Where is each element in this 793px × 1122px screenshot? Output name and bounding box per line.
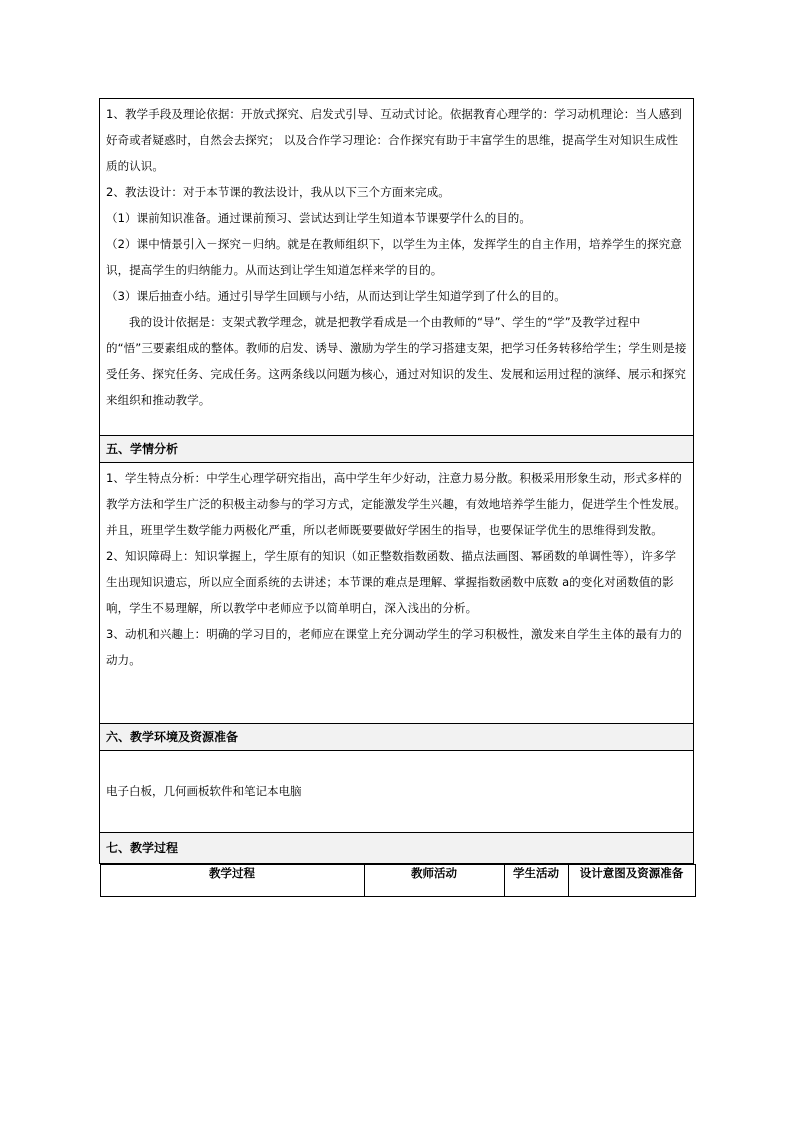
paragraph: （2）课中情景引入－探究－归纳。就是在教师组织下，以学生为主体，发挥学生的自主作用，培养学生的探究意识，提高学生的归纳能力。从而达到让学生知道怎样来学的目的。 [106, 237, 682, 277]
column-header: 设计意图及资源准备 [568, 865, 695, 897]
section5-content-row [100, 463, 694, 724]
section-title: 六、教学环境及资源准备 [106, 730, 239, 744]
paragraph: 2、教法设计：对于本节课的教法设计，我从以下三个方面来完成。 [106, 185, 450, 199]
section6-content: 电子白板，几何画板软件和笔记本电脑 [106, 784, 302, 798]
column-header: 教师活动 [364, 865, 504, 897]
section6-content-row [100, 751, 694, 833]
column-header: 学生活动 [504, 865, 568, 897]
paragraph: 1、教学手段及理论依据：开放式探究、启发式引导、互动式讨论。依据教育心理学的：学习动机理论：当人感到好奇或者疑惑时，自然会去探究； 以及合作学习理论：合作探究有助于丰富学生的思维，提高学生对知识生成性质的认识。 [106, 107, 682, 173]
paragraph: 3、动机和兴趣上：明确的学习目的，老师应在课堂上充分调动学生的学习积极性，激发来自学生主体的最有力的动力。 [106, 627, 682, 667]
column-header: 教学过程 [100, 865, 364, 897]
paragraph: （1）课前知识准备。通过课前预习、尝试达到让学生知道本节课要学什么的目的。 [106, 211, 532, 225]
paragraph: 我的设计依据是：支架式教学理念，就是把教学看成是一个由教师的“导”、学生的“学”及教学过程中的“悟”三要素组成的整体。教师的启发、诱导、激励为学生的学习搭建支架，把学习任务转移给学生；学生则是接受任务、探究任务、完成任务。这两条线以问题为核心，通过对知识的发生、发展和运用过程的演绎、展示和探究来组织和推动教学。 [106, 315, 687, 407]
section7-columns-row [100, 864, 694, 898]
paragraph: （3）课后抽查小结。通过引导学生回顾与小结，从而达到让学生知道学到了什么的目的。 [106, 289, 566, 303]
section-title: 五、学情分析 [106, 442, 179, 456]
section5-content [100, 463, 693, 677]
paragraph: 1、学生特点分析：中学生心理学研究指出，高中学生年少好动，注意力易分散。积极采用形象生动，形式多样的教学方法和学生广泛的积极主动参与的学习方式，定能激发学生兴趣，有效地培养学生能力，促进学生个性发展。并且，班里学生数学能力两极化严重，所以老师既要要做好学困生的指导，也要保证学优生的思维得到发散。 [106, 471, 686, 537]
section-title: 七、教学过程 [106, 841, 179, 855]
section4-content [100, 99, 693, 417]
process-table-header [100, 864, 696, 897]
document-page [99, 98, 694, 897]
section4-content-row [100, 99, 694, 436]
section5-header-row [100, 436, 694, 463]
section7-header-row [100, 833, 694, 864]
lesson-plan-table [99, 98, 694, 897]
section6-header-row [100, 724, 694, 751]
paragraph: 2、知识障碍上：知识掌握上，学生原有的知识（如正整数指数函数、描点法画图、幂函数的单调性等），许多学生出现知识遗忘，所以应全面系统的去讲述；本节课的难点是理解、掌握指数函数中底数 a的变化对函数值的影响，学生不易理解，所以教学中老师应予以简单明白，深入浅出的分析。 [106, 549, 677, 615]
